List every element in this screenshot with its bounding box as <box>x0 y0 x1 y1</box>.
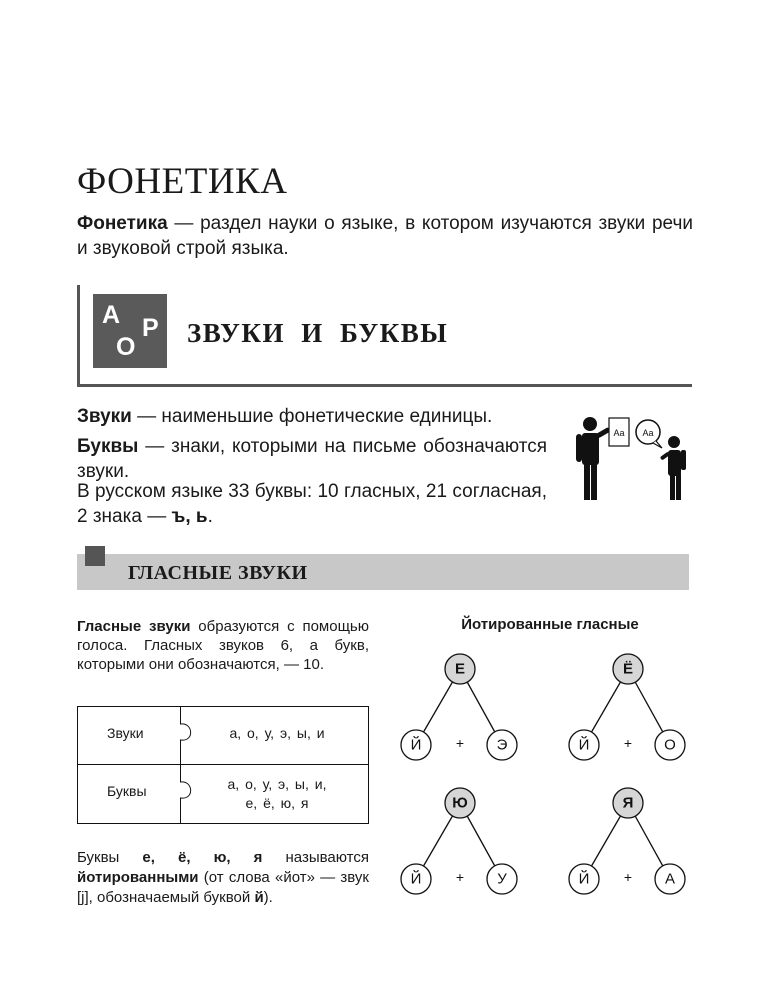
tree-plus-sign: + <box>623 869 633 885</box>
table-row-label-sounds: Звуки <box>107 725 144 741</box>
tree-top-letter: Ю <box>452 794 468 812</box>
sounds-definition <box>77 404 547 429</box>
yot-part3: (от слова «йот» — звук [j], обозначаемый буквой <box>77 869 369 906</box>
intro-definition <box>77 211 693 261</box>
tree-left-letter: Й <box>410 736 422 754</box>
logo-letter-o: О <box>116 333 136 361</box>
page-title: ФОНЕТИКА <box>77 161 288 202</box>
sounds-definition-text: — наименьшие фонетические единицы. <box>131 406 493 427</box>
band-square-marker <box>85 546 105 566</box>
logo-letter-a: А <box>102 301 121 329</box>
tree-left-letter: Й <box>578 736 590 754</box>
iotated-trees-diagram <box>390 640 710 920</box>
sounds-term: Звуки <box>77 406 132 427</box>
vowels-term: Гласные звуки <box>77 618 191 635</box>
tree-plus-sign: + <box>455 735 465 751</box>
letters-count-end: . <box>207 506 213 527</box>
letters-count-text: В русском языке 33 буквы: 10 гласных, 21 согласная, 2 знака — <box>77 481 547 527</box>
yot-part2: называются <box>262 849 370 866</box>
letters-logo-icon <box>93 294 167 368</box>
intro-term: Фонетика <box>77 213 168 234</box>
yot-part4: ). <box>263 889 273 906</box>
vowels-table <box>77 706 369 824</box>
vowels-section-title: ГЛАСНЫЕ ЗВУКИ <box>128 562 308 584</box>
vowels-intro-text: образуются с помощью голоса. Гласных звуков 6, а букв, которыми они обозначаются, — 10. <box>77 618 369 673</box>
yot-part1: Буквы <box>77 849 143 866</box>
tree-plus-sign: + <box>623 735 633 751</box>
letters-count <box>77 479 547 529</box>
yot-letters: е, ё, ю, я <box>142 849 263 866</box>
yot-term: йотированными <box>77 869 199 886</box>
tree-left-letter: Й <box>410 870 422 888</box>
trees-title: Йотированные гласные <box>461 616 639 633</box>
tree-right-letter: О <box>664 736 676 754</box>
logo-letter-r: Р <box>142 314 159 342</box>
table-row-label-letters: Буквы <box>107 783 147 799</box>
intro-definition-text: — раздел науки о языке, в котором изучаются звуки речи и звуковой строй языка. <box>77 213 693 259</box>
tree-top-letter: Е <box>454 660 466 678</box>
vowels-intro <box>77 617 369 674</box>
tree-right-letter: А <box>664 870 676 888</box>
letters-term: Буквы <box>77 436 139 457</box>
table-row-value-letters-1: а, о, у, э, ы, и, <box>227 776 327 792</box>
iotated-explanation <box>77 848 369 908</box>
tree-plus-sign: + <box>455 869 465 885</box>
hard-soft-signs: ъ, ь <box>171 506 208 527</box>
table-row-value-sounds: а, о, у, э, ы, и <box>229 725 325 741</box>
letters-definition <box>77 434 547 484</box>
table-row-value-letters-2: е, ё, ю, я <box>245 795 309 811</box>
tree-right-letter: У <box>497 870 507 888</box>
letters-definition-text: — знаки, которыми на письме обозначаются звуки. <box>77 436 547 482</box>
tree-right-letter: Э <box>496 736 508 754</box>
board-label: Аа <box>613 428 625 438</box>
section-title: ЗВУКИ И БУКВЫ <box>187 318 449 348</box>
yot-letter-y: й <box>254 889 264 906</box>
tree-left-letter: Й <box>578 870 590 888</box>
tree-top-letter: Ё <box>622 660 634 678</box>
tree-top-letter: Я <box>622 794 634 812</box>
teacher-student-icon <box>570 410 695 510</box>
speech-label: Аа <box>642 428 654 438</box>
